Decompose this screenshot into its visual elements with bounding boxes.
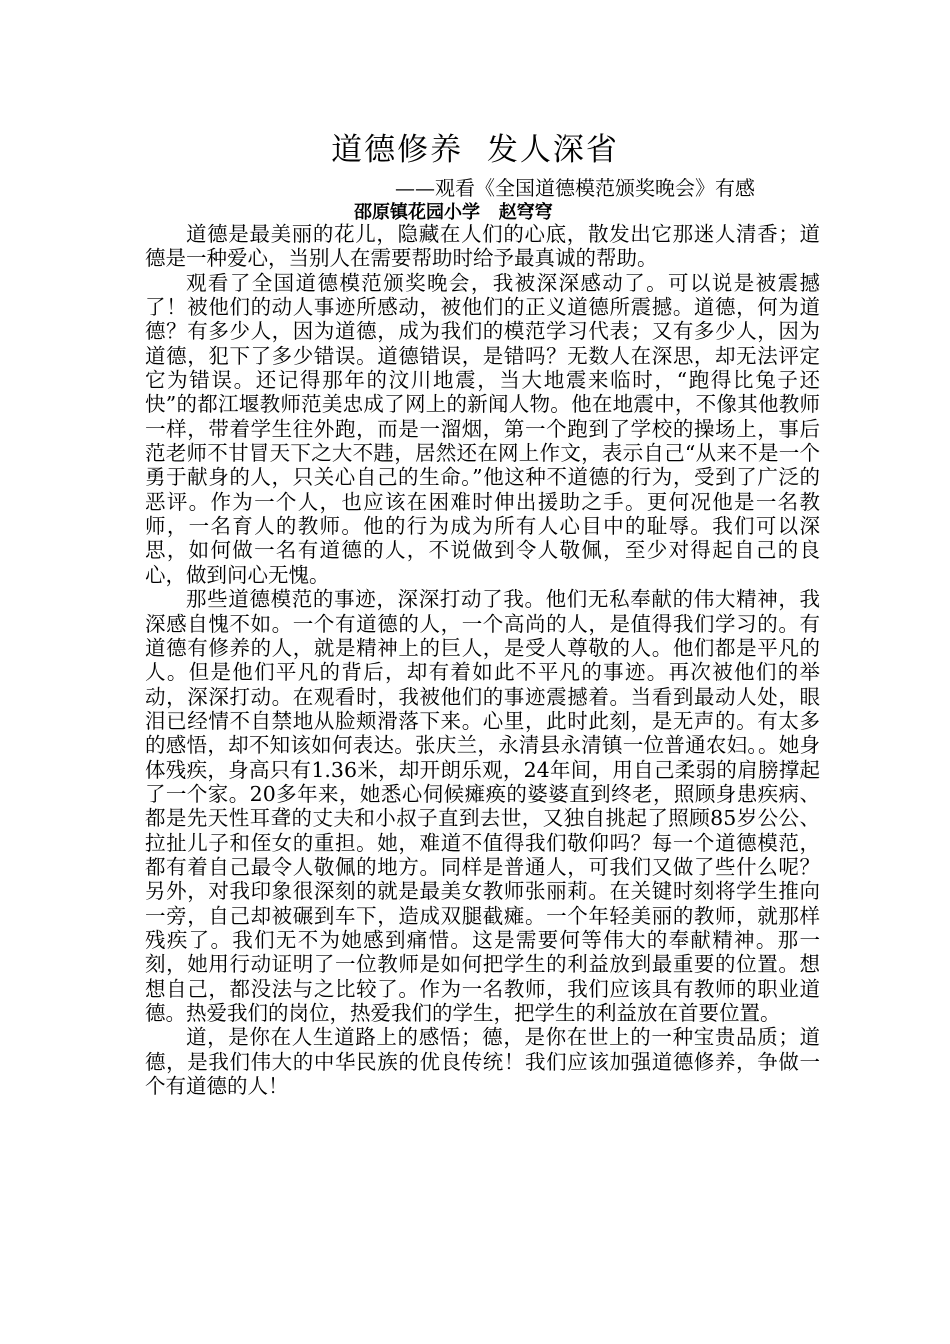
paragraph: 那些道德模范的事迹，深深打动了我。他们无私奉献的伟大精神，我深感自愧不如。一个有道德的人，一个高尚的人，是值得我们学习的。有道德有修养的人，就是精神上的巨人，是受人尊敬的人。他们都是平凡的人。但是他们平凡的背后，却有着如此不平凡的事迹。再次被他们的举动，深深打动。在观看时，我被他们的事迹震撼着。当看到最动人处，眼泪已经情不自禁地从脸颊滑落下来。心里，此时此刻，是无声的。有太多的感悟，却不知该如何表达。张庆兰，永清县永清镇一位普通农妇。。她身体残疾，身高只有1.36米，却开朗乐观，24年间，用自己柔弱的肩膀撑起了一个家。20多年来，她悉心伺候瘫痪的婆婆直到终老，照顾身患疾病、都是先天性耳聋的丈夫和小叔子直到去世，又独自挑起了照顾85岁公公、拉扯儿子和侄女的重担。她，难道不值得我们敬仰吗？每一个道德模范，都有着自己最令人敬佩的地方。同样是普通人，可我们又做了些什么呢？另外，对我印象很深刻的就是最美女教师张丽莉。在关键时刻将学生推向一旁，自己却被碾到车下，造成双腿截瘫。一个年轻美丽的教师，就那样残疾了。我们无不为她感到痛惜。这是需要何等伟大的奉献精神。那一刻，她用行动证明了一位教师是如何把学生的利益放到最重要的位置。想想自己，都没法与之比较了。作为一名教师，我们应该具有教师的职业道德。热爱我们的岗位，热爱我们的学生，把学生的利益放在首要位置。 [145, 587, 820, 1025]
document-title: 道德修养 发人深省 [331, 132, 619, 168]
document-author: 邵原镇花园小学 赵穹穹 [354, 202, 553, 223]
document-subtitle: ——观看《全国道德模范颁奖晚会》有感 [395, 176, 755, 200]
document-body [145, 222, 820, 1098]
paragraph: 道，是你在人生道路上的感悟；德，是你在世上的一种宝贵品质；道德，是我们伟大的中华民族的优良传统！我们应该加强道德修养，争做一个有道德的人！ [145, 1025, 820, 1099]
paragraph: 道德是最美丽的花儿，隐藏在人们的心底，散发出它那迷人清香；道德是一种爱心，当别人在需要帮助时给予最真诚的帮助。 [145, 222, 820, 271]
paragraph: 观看了全国道德模范颁奖晚会，我被深深感动了。可以说是被震撼了！被他们的动人事迹所感动，被他们的正义道德所震撼。道德，何为道德？有多少人，因为道德，成为我们的模范学习代表；又有多少人，因为道德，犯下了多少错误。道德错误，是错吗？无数人在深思，却无法评定它为错误。还记得那年的汶川地震，当大地震来临时，“跑得比兔子还快”的都江堰教师范美忠成了网上的新闻人物。他在地震中，不像其他教师一样，带着学生往外跑，而是一溜烟，第一个跑到了学校的操场上，事后范老师不甘冒天下之大不韪，居然还在网上作文，表示自己“从来不是一个勇于献身的人，只关心自己的生命。”他这种不道德的行为，受到了广泛的恶评。作为一个人，也应该在困难时伸出援助之手。更何况他是一名教师，一名育人的教师。他的行为成为所有人心目中的耻辱。我们可以深思，如何做一名有道德的人，不说做到令人敬佩，至少对得起自己的良心，做到问心无愧。 [145, 270, 820, 587]
